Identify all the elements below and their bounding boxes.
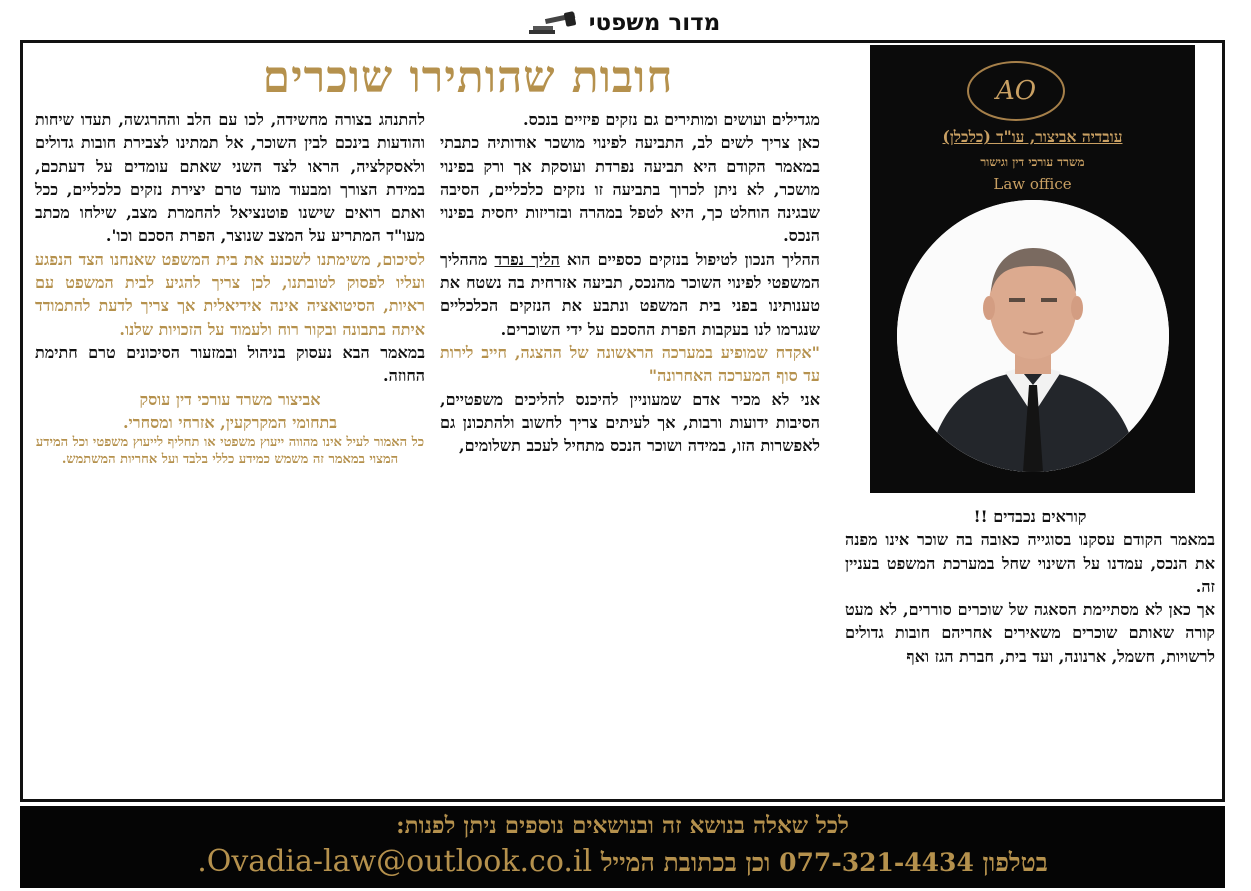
legal-disclaimer: כל האמור לעיל אינו מהווה ייעוץ משפטי או תחליף לייעוץ משפטי וכל המידע המצוי במאמר זה משמש כמידע כללי בלבד ועל אחריות המשתמש. <box>35 435 425 468</box>
pull-quote: "אקדח שמופיע במערכה הראשונה של ההצגה, חייב לירות עד סוף המערכה האחרונה" <box>440 342 820 386</box>
contact-footer <box>20 806 1225 888</box>
author-name: עובדיה אביצור, עו"ד (כלכלן) <box>942 127 1123 146</box>
paragraph: אני לא מכיר אדם שמעוניין להיכנס להליכים משפטיים, הסיבות ידועות ורבות, אך לעיתים צריך לחשוב ולהתכונן גם לאפשרות הזו, במידה ושוכר הנכס מתחיל לעכב תשלומים, <box>440 389 820 456</box>
article-column-right <box>845 505 1215 668</box>
article-column-left <box>35 108 425 468</box>
footer-cta: לכל שאלה בנושא זה ובנושאים נוספים ניתן לפנות: <box>396 812 849 839</box>
portrait-illustration <box>897 200 1169 472</box>
paragraph: אך כאן לא מסתיימת הסאגה של שוכרים סוררים, לא מעט קורה שאותם שוכרים משאירים אחריהם חובות גדולים לרשויות, חשמל, ארנונה, ועד בית, חברת הגז ואף <box>845 600 1215 666</box>
text-run: מההליך המשפטי לפינוי השוכר מהנכס, תביעה אזרחית בה נשטח את טענותינו בפני בית המשפט ונתבע את הנזקים הכלכליים שנגרמו לנו בעקבות הפרת ההסכם על ידי השוכרים. <box>440 249 820 339</box>
greeting: קוראים נכבדים !! <box>973 507 1087 526</box>
firm-logo <box>967 61 1065 121</box>
article-column-middle <box>440 108 820 457</box>
paragraph: מגדילים ועושים ומותירים גם נזקים פיזיים בנכס. <box>523 110 820 129</box>
author-profile-card <box>870 45 1195 493</box>
summary-paragraph: לסיכום, משימתנו לשכנע את בית המשפט שאנחנו הצד הנפגע ועליו לפסוק לטובתנו, לכן צריך להגיע לבית המשפט עם ראיות, הסיטואציה אינה אידיאלית אך צריך לדעת להתמודד איתה בתבונה ובקור רוח ולעמוד על הזכויות שלנו. <box>35 249 425 339</box>
firm-name: משרד עורכי דין וגישור <box>980 155 1085 169</box>
paragraph: במאמר הקודם עסקנו בסוגייה כאובה בה שוכר אינו מפנה את הנכס, עמדנו על השינוי שחל במערכת המשפט בעניין זה. <box>845 530 1215 596</box>
article-headline: חובות שהותירו שוכרים <box>262 52 674 103</box>
footer-contact <box>20 844 1225 879</box>
firm-name-en: Law office <box>993 175 1072 193</box>
paragraph: להתנהג בצורה מחשידה, לכו עם הלב וההרגשה, תעדו שיחות והודעות בינכם לבין השוכר, אל תמתינו לצבירת חובות גדולים ולאסקלציה, הראו לצד השני שאתם עומדים על דעתכם, במידת הצורך ומבעוד מועד טרם יצירת נזקים כלכליים, ככל ואתם רואים שישנו פוטנציאל להחמרת מצב, שילחו מכתב מעו"ד המתריע על המצב שנוצר, הפרת הסכם וכו'. <box>35 110 426 246</box>
firm-signature-line: אביצור משרד עורכי דין עוסק <box>139 389 321 409</box>
paragraph <box>440 248 820 341</box>
gavel-icon <box>525 11 581 35</box>
section-title: מדור משפטי <box>588 10 721 36</box>
underlined-term: הליך נפרד <box>494 249 560 269</box>
paragraph: כאן צריך לשים לב, התביעה לפינוי מושכר אודותיה כתבתי במאמר הקודם היא תביעה נפרדת ועוסקת אך ורק בפינוי מושכר, לא ניתן לכרוך בתביעה זו נזקים כלכליים, הסיבה שבגינה הוחלט כך, היא לטפל במהרה ובזריזות יחסית בפינוי הנכס. <box>440 133 820 246</box>
firm-signature-line: בתחומי המקרקעין, אזרחי ומסחרי. <box>122 412 338 432</box>
footer-email-link[interactable]: Ovadia-law@outlook.co.il. <box>197 844 593 879</box>
paragraph: במאמר הבא נעסוק בניהול ובמזעור הסיכונים טרם חתימת החוזה. <box>35 342 425 386</box>
author-portrait <box>897 200 1169 472</box>
firm-logo-text: AO <box>995 76 1037 106</box>
footer-phone-text: בטלפון 077-321-4434 וכן בכתובת המייל <box>600 848 1048 877</box>
section-header <box>480 6 765 40</box>
text-run: ההליך הנכון לטיפול בנזקים כספיים הוא <box>566 249 820 269</box>
